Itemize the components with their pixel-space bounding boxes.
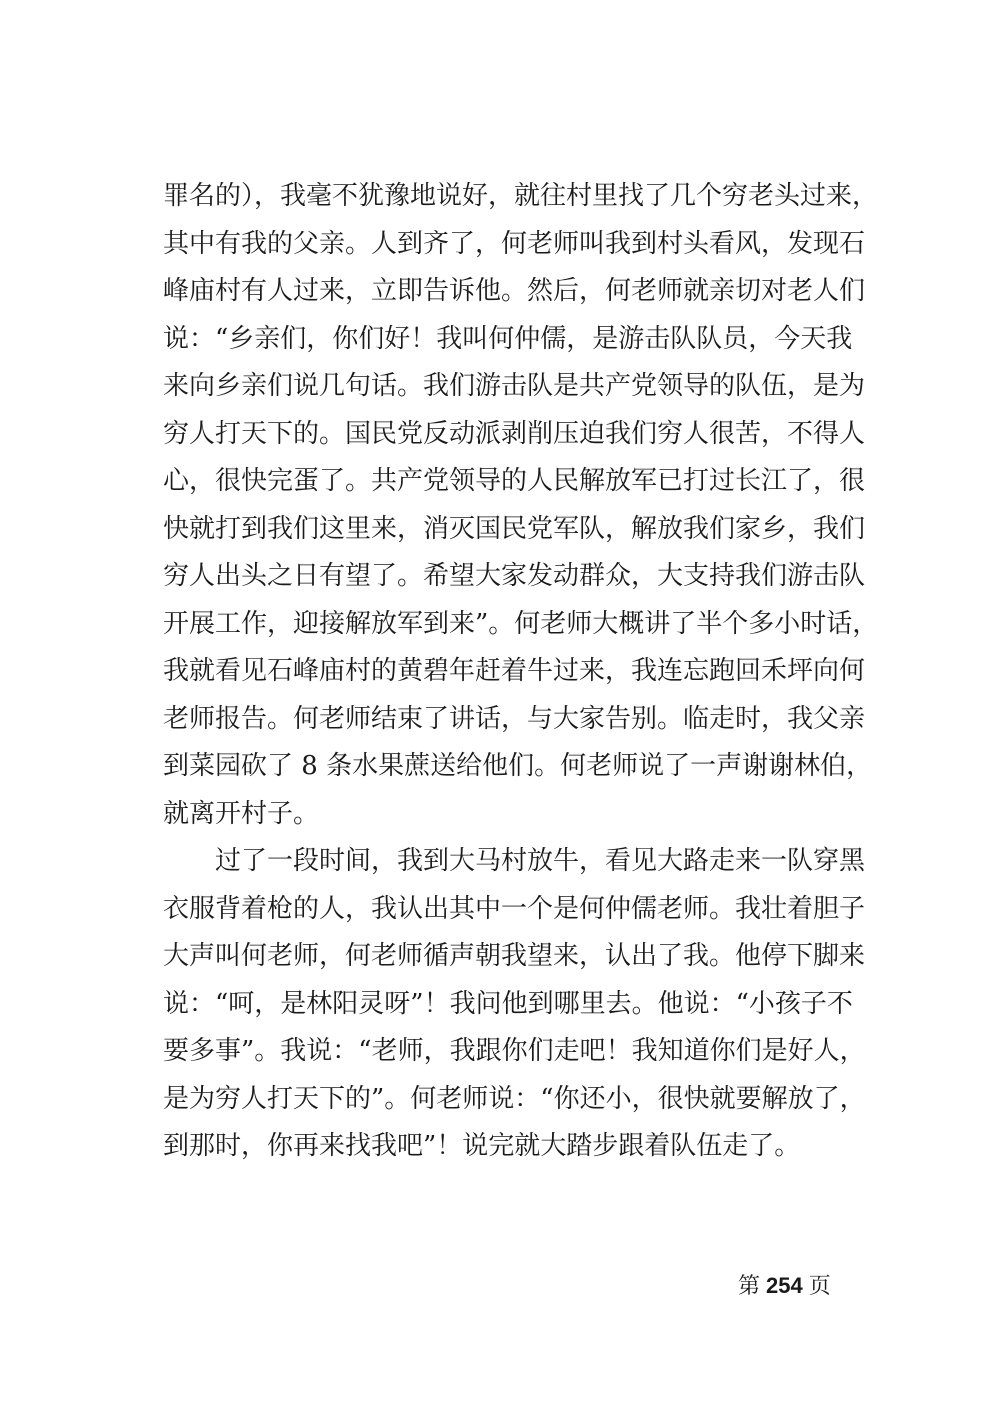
text-line: 罪名的），我毫不犹豫地说好，就往村里找了几个穷老头过来， bbox=[163, 181, 879, 211]
text-line: 说：“乡亲们，你们好！我叫何仲儒，是游击队队员，今天我 bbox=[163, 323, 853, 354]
text-line: 其中有我的父亲。人到齐了，何老师叫我到村头看风，发现石 bbox=[163, 228, 866, 259]
page-number-prefix: 第 bbox=[738, 1274, 761, 1299]
paragraph-1 bbox=[163, 173, 879, 838]
body-text bbox=[163, 173, 879, 1171]
page-number-suffix: 页 bbox=[808, 1274, 831, 1299]
text-line: 穷人出头之日有望了。希望大家发动群众，大支持我们游击队 bbox=[163, 561, 866, 591]
text-line: 穷人打天下的。国民党反动派剥削压迫我们穷人很苦，不得人 bbox=[163, 418, 866, 449]
page-number-value: 254 bbox=[766, 1273, 803, 1298]
text-line: 是为穷人打天下的”。何老师说：“你还小，很快就要解放了， bbox=[163, 1083, 866, 1114]
text-line: 说：“呵，是林阳灵呀”！我问他到哪里去。他说：“小孩子不 bbox=[163, 988, 853, 1019]
text-line: 到菜园砍了 8 条水果蔗送给他们。何老师说了一声谢谢林伯， bbox=[163, 751, 873, 781]
text-line: 老师报告。何老师结束了讲话，与大家告别。临走时，我父亲 bbox=[163, 703, 866, 734]
text-line: 要多事”。我说：“老师，我跟你们走吧！我知道你们是好人， bbox=[163, 1036, 866, 1066]
text-line: 过了一段时间，我到大马村放牛，看见大路走来一队穿黑 bbox=[215, 846, 866, 876]
text-line: 大声叫何老师，何老师循声朝我望来，认出了我。他停下脚来 bbox=[163, 941, 866, 971]
text-line: 我就看见石峰庙村的黄碧年赶着牛过来，我连忘跑回禾坪向何 bbox=[163, 656, 866, 686]
text-line: 来向乡亲们说几句话。我们游击队是共产党领导的队伍，是为 bbox=[163, 371, 866, 401]
text-line: 心，很快完蛋了。共产党领导的人民解放军已打过长江了，很 bbox=[163, 466, 866, 496]
text-line: 峰庙村有人过来，立即告诉他。然后，何老师就亲切对老人们 bbox=[163, 276, 866, 306]
text-line: 快就打到我们这里来，消灭国民党军队，解放我们家乡，我们 bbox=[163, 513, 866, 544]
text-line: 到那时，你再来找我吧”！说完就大踏步跟着队伍走了。 bbox=[163, 1131, 801, 1161]
paragraph-2 bbox=[163, 838, 866, 1171]
text-line: 开展工作，迎接解放军到来”。何老师大概讲了半个多小时话， bbox=[163, 608, 879, 639]
text-line: 就离开村子。 bbox=[163, 798, 320, 829]
page-number bbox=[738, 1271, 831, 1302]
text-line: 衣服背着枪的人，我认出其中一个是何仲儒老师。我壮着胆子 bbox=[163, 893, 866, 924]
